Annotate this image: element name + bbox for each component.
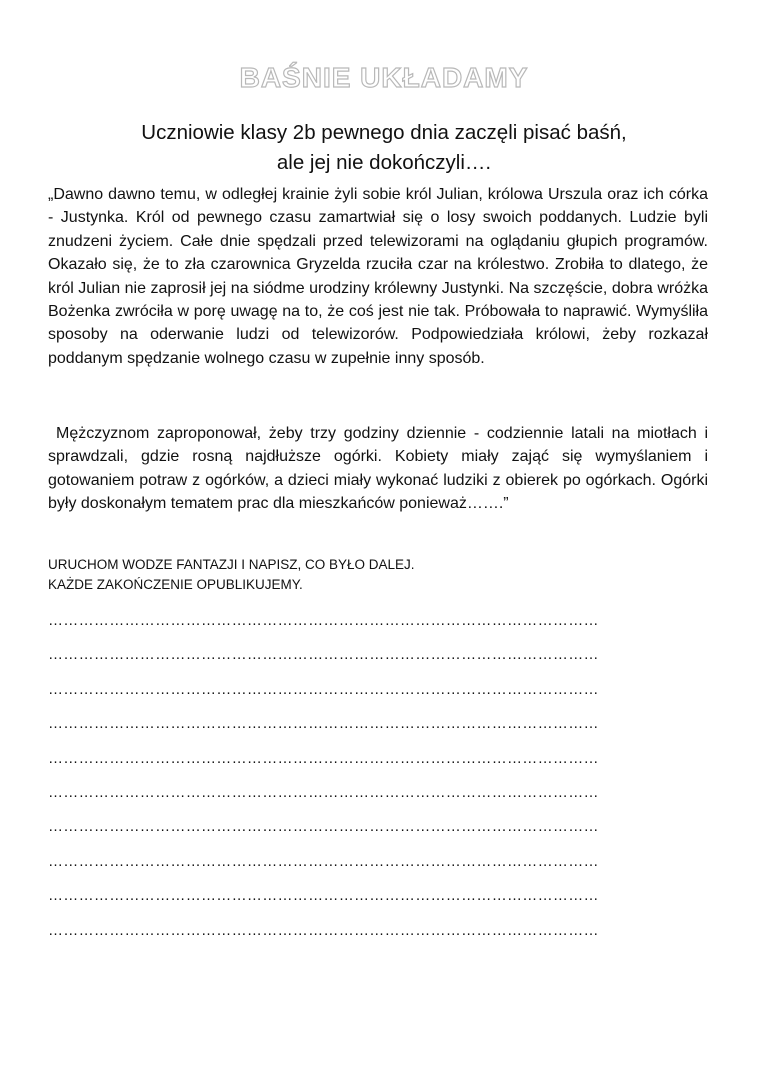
writing-line[interactable]: ………………………………………………………………………………………………: [48, 852, 599, 870]
instruction-line-1: URUCHOM WODZE FANTAZJI I NAPISZ, CO BYŁO DALEJ.: [48, 557, 415, 572]
writing-line[interactable]: ………………………………………………………………………………………………: [48, 715, 599, 733]
subtitle-line-2: ale jej nie dokończyli….: [276, 151, 492, 174]
instruction-line-2: KAŻDE ZAKOŃCZENIE OPUBLIKUJEMY.: [48, 577, 303, 592]
writing-line[interactable]: ………………………………………………………………………………………………: [48, 783, 599, 801]
writing-line[interactable]: ………………………………………………………………………………………………: [48, 921, 599, 939]
writing-line[interactable]: ………………………………………………………………………………………………: [48, 749, 599, 767]
writing-line[interactable]: ………………………………………………………………………………………………: [48, 818, 599, 836]
story-paragraph-2: Mężczyznom zaproponował, żeby trzy godziny dziennie - codziennie latali na miotłach i sprawdzali, gdzie rosną najdłuższe ogórki. Kobiety miały zająć się wymyślaniem i gotowaniem potraw z ogórków, a dzieci miały wykonać ludziki z obierek po ogórkach. Ogórki były doskonałym tematem prac dla mieszkańców ponieważ…….”: [48, 425, 708, 513]
worksheet-title: BAŚNIE UKŁADAMY: [239, 62, 529, 93]
writing-line[interactable]: ………………………………………………………………………………………………: [48, 646, 599, 664]
story-paragraph-1: „Dawno dawno temu, w odległej krainie żyli sobie król Julian, królowa Urszula oraz ich córka - Justynka. Król od pewnego czasu zamartwiał się o losy swoich poddanych. Ludzie byli znudzeni życiem. Całe dnie spędzali przed telewizorami na oglądaniu głupich programów. Okazało się, że to zła czarownica Gryzelda rzuciła czar na królestwo. Zrobiła to dlatego, że król Julian nie zaprosił jej na siódme urodziny królewny Justynki. Na szczęście, dobra wróżka Bożenka zwróciła w porę uwagę na to, że coś jest nie tak. Próbowała to naprawić. Wymyśliła sposoby na oderwanie ludzi od telewizorów. Podpowiedziała królowi, żeby rozkazał poddanym spędzanie wolnego czasu w zupełnie inny sposób.: [48, 186, 708, 367]
writing-line[interactable]: ………………………………………………………………………………………………: [48, 887, 599, 905]
worksheet-subtitle: [0, 118, 768, 178]
writing-line[interactable]: ………………………………………………………………………………………………: [48, 612, 599, 629]
writing-area: [48, 612, 700, 956]
subtitle-line-1: Uczniowie klasy 2b pewnego dnia zaczęli pisać baśń,: [141, 121, 627, 144]
instructions: [48, 555, 415, 595]
writing-line[interactable]: ………………………………………………………………………………………………: [48, 680, 599, 698]
